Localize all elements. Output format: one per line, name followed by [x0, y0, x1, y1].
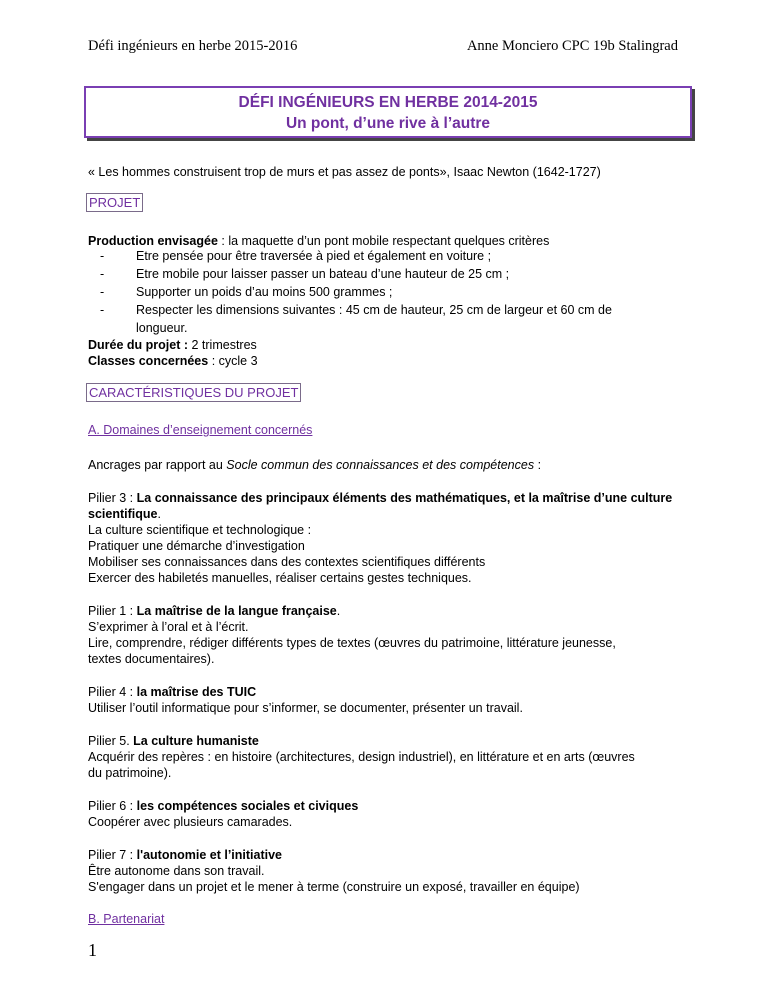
criterion-continuation: longueur.: [136, 321, 188, 335]
subsection-a: A. Domaines d’enseignement concernés: [88, 423, 313, 437]
pilier-5-title: [88, 733, 259, 749]
section-caracteristiques-heading: CARACTÉRISTIQUES DU PROJET: [86, 383, 301, 402]
pilier-bold: La maîtrise de la langue française: [136, 604, 337, 618]
pilier-3-title: [88, 490, 672, 506]
pilier-prefix: Pilier 1 :: [88, 604, 137, 618]
duree-label: Durée du projet :: [88, 338, 189, 352]
classes-line: [88, 353, 258, 369]
pilier-line: Exercer des habiletés manuelles, réaliser certains gestes techniques.: [88, 571, 472, 585]
criterion-item: Respecter les dimensions suivantes : 45 cm de hauteur, 25 cm de largeur et 60 cm de: [136, 303, 612, 317]
pilier-prefix: Pilier 7 :: [88, 848, 137, 862]
title-line-2: Un pont, d’une rive à l’autre: [285, 115, 491, 132]
header-left: Défi ingénieurs en herbe 2015-2016: [88, 38, 298, 54]
pilier-line: Coopérer avec plusieurs camarades.: [88, 815, 293, 829]
duree-line: [88, 337, 257, 353]
title-box: [84, 86, 692, 138]
pilier-line: Pratiquer une démarche d’investigation: [88, 539, 305, 553]
page-number: 1: [88, 940, 97, 960]
ancrage-prefix: Ancrages par rapport au: [88, 458, 227, 472]
bullet-dash: -: [100, 249, 105, 263]
subsection-b: B. Partenariat: [88, 912, 165, 926]
title-line-1: DÉFI INGÉNIEURS EN HERBE 2014-2015: [238, 94, 538, 111]
criterion-item: Etre pensée pour être traversée à pied et également en voiture ;: [136, 249, 492, 263]
pilier-bold: les compétences sociales et civiques: [136, 799, 359, 813]
ancrage-socle: Socle commun des connaissances et des compétences: [226, 458, 535, 472]
pilier-prefix: Pilier 3 :: [88, 491, 137, 505]
classes-value: : cycle 3: [208, 354, 258, 368]
bullet-dash: -: [100, 303, 105, 317]
criterion-item: Etre mobile pour laisser passer un bateau d’une hauteur de 25 cm ;: [136, 267, 510, 281]
duree-value: 2 trimestres: [188, 338, 257, 352]
pilier-bold: la maîtrise des TUIC: [136, 685, 257, 699]
pilier-line: textes documentaires).: [88, 652, 215, 666]
pilier-3-title-cont: [88, 506, 161, 522]
pilier-4-title: [88, 684, 256, 700]
pilier-line: Acquérir des repères : en histoire (architectures, design industriel), en littérature et en arts (œuvres: [88, 750, 635, 764]
pilier-7-title: [88, 847, 282, 863]
ancrage-line: [88, 457, 541, 473]
bullet-dash: -: [100, 285, 105, 299]
pilier-bold: La connaissance des principaux éléments des mathématiques, et la maîtrise d’une culture: [136, 491, 673, 505]
pilier-dot: .: [336, 604, 341, 618]
pilier-dot: .: [157, 507, 161, 521]
header-right: Anne Monciero CPC 19b Stalingrad: [466, 38, 678, 54]
ancrage-suffix: :: [534, 458, 542, 472]
pilier-bold: l'autonomie et l’initiative: [136, 848, 282, 862]
pilier-line: Lire, comprendre, rédiger différents types de textes (œuvres du patrimoine, littérature jeunesse,: [88, 636, 616, 650]
pilier-line: Utiliser l’outil informatique pour s’informer, se documenter, présenter un travail.: [88, 701, 523, 715]
production-label: Production envisagée: [88, 234, 218, 248]
pilier-line: La culture scientifique et technologique :: [88, 523, 312, 537]
production-line: [88, 233, 549, 249]
production-text: : la maquette d’un pont mobile respectant quelques critères: [217, 234, 550, 248]
pilier-bold: scientifique: [88, 507, 158, 521]
pilier-prefix: Pilier 6 :: [88, 799, 137, 813]
pilier-line: Mobiliser ses connaissances dans des contextes scientifiques différents: [88, 555, 486, 569]
pilier-1-title: [88, 603, 340, 619]
classes-label: Classes concernées: [88, 354, 209, 368]
pilier-line: S’exprimer à l’oral et à l’écrit.: [88, 620, 249, 634]
section-projet-heading: PROJET: [86, 193, 143, 212]
pilier-prefix: Pilier 5.: [88, 734, 134, 748]
pilier-line: Être autonome dans son travail.: [88, 864, 265, 878]
pilier-prefix: Pilier 4 :: [88, 685, 137, 699]
pilier-bold: La culture humaniste: [133, 734, 259, 748]
quote: « Les hommes construisent trop de murs et pas assez de ponts», Isaac Newton (1642-1727): [88, 165, 601, 179]
pilier-line: S'engager dans un projet et le mener à terme (construire un exposé, travailler en équipe): [88, 880, 580, 894]
bullet-dash: -: [100, 267, 105, 281]
pilier-line: du patrimoine).: [88, 766, 172, 780]
pilier-6-title: [88, 798, 358, 814]
criterion-item: Supporter un poids d’au moins 500 grammes ;: [136, 285, 393, 299]
